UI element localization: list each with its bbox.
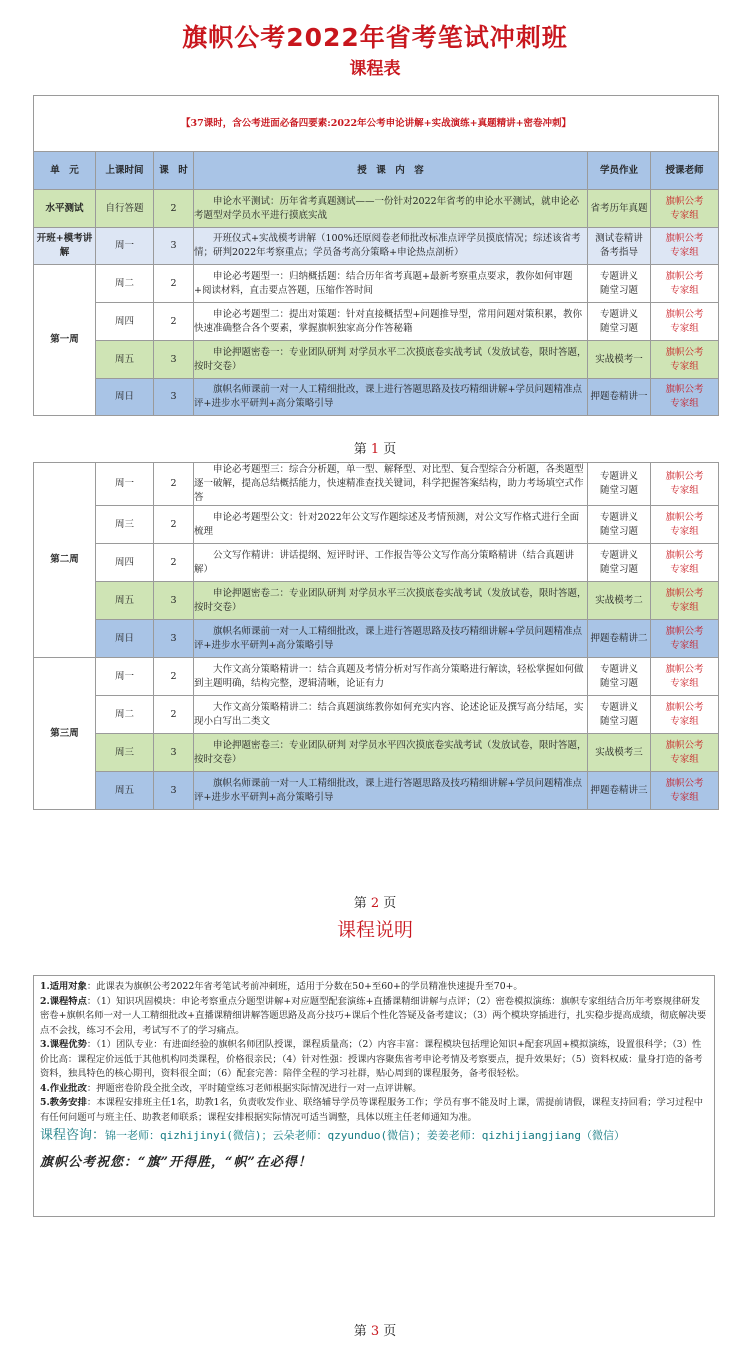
unit-cell: 第一周 xyxy=(34,265,96,416)
content-cell: 申论水平测试：历年省考真题测试——一份针对2022年省考的申论水平测试，就申论必考题型对学员水平进行摸底实战 xyxy=(194,190,588,228)
teacher-cell: 旗帜公考 专家组 xyxy=(651,734,719,772)
homework-cell: 测试卷精讲 备考指导 xyxy=(588,228,651,265)
hours-cell: 3 xyxy=(154,772,194,810)
day-cell: 周三 xyxy=(96,506,154,544)
homework-cell: 押题卷精讲一 xyxy=(588,379,651,416)
teacher-cell: 旗帜公考 专家组 xyxy=(651,190,719,228)
table-row xyxy=(34,696,719,734)
course-banner: 【37课时，含公考进面必备四要素:2022年公考申论讲解+实战演练+真题精讲+密卷冲刺】 xyxy=(34,96,719,152)
table-row xyxy=(34,463,719,506)
teacher-cell: 旗帜公考 专家组 xyxy=(651,341,719,379)
col-header-teacher: 授课老师 xyxy=(651,152,719,190)
teacher-cell: 旗帜公考 专家组 xyxy=(651,772,719,810)
hours-cell: 3 xyxy=(154,734,194,772)
note-item: 2.课程特点：（1）知识巩固模块：申论考察重点分题型讲解+对应题型配套演练+直播课精细讲解与点评；（2）密卷模拟演练：旗帜专家组结合历年考察规律研发密卷+旗帜名师一对一人工精细批改+直播课精细讲解答题思路及高分技巧+课后个性化答疑及备考建议；（3）两个模块穿插进行，扎实稳步提高成绩，彻底解决要点不会找，练习不会用，考试写不了的学习痛点。 xyxy=(40,995,707,1036)
day-cell: 周三 xyxy=(96,734,154,772)
teacher-cell: 旗帜公考 专家组 xyxy=(651,696,719,734)
hours-cell: 2 xyxy=(154,463,194,506)
homework-cell: 专题讲义 随堂习题 xyxy=(588,506,651,544)
content-cell: 申论必考题型一：归纳概括题：结合历年省考真题+最新考察重点要求，教你如何审题+阅读材料，直击要点答题，压缩作答时间 xyxy=(194,265,588,303)
homework-cell: 省考历年真题 xyxy=(588,190,651,228)
hours-cell: 2 xyxy=(154,658,194,696)
table-row xyxy=(34,772,719,810)
consult-line: 课程咨询：锦一老师：qizhijinyi(微信)；云朵老师：qzyunduo(微信)；姜姜老师：qizhijiangjiang（微信） xyxy=(40,1128,626,1143)
unit-cell: 第二周 xyxy=(34,463,96,658)
col-header-hours: 课 时 xyxy=(154,152,194,190)
content-cell: 申论必考题型公文：针对2022年公文写作题综述及考情预测，对公文写作格式进行全面梳理 xyxy=(194,506,588,544)
hours-cell: 3 xyxy=(154,228,194,265)
page-number-3: 第 3 页 xyxy=(353,1324,397,1339)
day-cell: 周四 xyxy=(96,303,154,341)
day-cell: 周二 xyxy=(96,265,154,303)
teacher-cell: 旗帜公考 专家组 xyxy=(651,506,719,544)
table-row xyxy=(34,190,719,228)
day-cell: 周二 xyxy=(96,696,154,734)
day-cell: 周四 xyxy=(96,544,154,582)
col-header-homework: 学员作业 xyxy=(588,152,651,190)
content-cell: 旗帜名师课前一对一人工精细批改，课上进行答题思路及技巧精细讲解+学员问题精准点评+进步水平研判+高分策略引导 xyxy=(194,620,588,658)
content-cell: 申论押题密卷一：专业团队研判 对学员水平二次摸底卷实战考试（发放试卷，限时答题，按时交卷） xyxy=(194,341,588,379)
content-cell: 申论必考题型三：综合分析题，单一型、解释型、对比型、复合型综合分析题，各类题型逐一破解，提高总结概括能力，快速精准查找关键词，科学把握答案结构，助力考场填空式作答 xyxy=(194,463,588,506)
homework-cell: 专题讲义 随堂习题 xyxy=(588,303,651,341)
page-number-1: 第 1 页 xyxy=(353,442,397,457)
notes-title: 课程说明 xyxy=(336,919,413,941)
note-item: 4.作业批改：押题密卷阶段全批全改，平时随堂练习老师根据实际情况进行一对一点评讲解。 xyxy=(40,1082,422,1094)
homework-cell: 实战模考二 xyxy=(588,582,651,620)
homework-cell: 专题讲义 随堂习题 xyxy=(588,463,651,506)
page-title: 旗帜公考2022年省考笔试冲刺班 xyxy=(182,23,568,52)
table-row xyxy=(34,228,719,265)
day-cell: 周五 xyxy=(96,341,154,379)
content-cell: 申论押题密卷三：专业团队研判 对学员水平四次摸底卷实战考试（发放试卷，限时答题，按时交卷） xyxy=(194,734,588,772)
teacher-cell: 旗帜公考 专家组 xyxy=(651,544,719,582)
table-row xyxy=(34,620,719,658)
hours-cell: 2 xyxy=(154,696,194,734)
col-header-content: 授 课 内 容 xyxy=(194,152,588,190)
content-cell: 旗帜名师课前一对一人工精细批改，课上进行答题思路及技巧精细讲解+学员问题精准点评+进步水平研判+高分策略引导 xyxy=(194,379,588,416)
note-item: 1.适用对象：此课表为旗帜公考2022年省考笔试考前冲刺班，适用于分数在50+至60+的学员精准快速提升至70+。 xyxy=(40,981,523,992)
teacher-cell: 旗帜公考 专家组 xyxy=(651,265,719,303)
hours-cell: 3 xyxy=(154,582,194,620)
homework-cell: 专题讲义 随堂习题 xyxy=(588,544,651,582)
table-header-row xyxy=(34,152,719,190)
table-row xyxy=(34,341,719,379)
content-cell: 申论押题密卷二：专业团队研判 对学员水平三次摸底卷实战考试（发放试卷，限时答题，按时交卷） xyxy=(194,582,588,620)
homework-cell: 押题卷精讲三 xyxy=(588,772,651,810)
homework-cell: 实战模考三 xyxy=(588,734,651,772)
content-cell: 大作文高分策略精讲二：结合真题演练教你如何充实内容、论述论证及撰写高分结尾，实现小白写出二类文 xyxy=(194,696,588,734)
col-header-unit: 单 元 xyxy=(34,152,96,190)
content-cell: 大作文高分策略精讲一：结合真题及考情分析对写作高分策略进行解读，轻松掌握如何做到主题明确，结构完整，逻辑清晰，论证有力 xyxy=(194,658,588,696)
note-item: 3.课程优势：（1）团队专业：有进面经验的旗帜名师团队授课，课程质量高；（2）内容丰富：课程模块包括理论知识+配套巩固+模拟演练，设置很科学；（3）性价比高：课程定价远低于其他机构同类课程，价格很亲民；（4）针对性强：授课内容聚焦省考申论考情及考察要点，提升效果好；（5）资料权威：量身打造的备考资料，独具特色的核心期刊，资料很全面；（6）配套完善：陪伴全程的学习社群，贴心周到的课程服务，备考很轻松。 xyxy=(40,1039,703,1079)
table-row xyxy=(34,303,719,341)
table-row xyxy=(34,379,719,416)
content-cell: 旗帜名师课前一对一人工精细批改，课上进行答题思路及技巧精细讲解+学员问题精准点评+进步水平研判+高分策略引导 xyxy=(194,772,588,810)
teacher-cell: 旗帜公考 专家组 xyxy=(651,582,719,620)
hours-cell: 3 xyxy=(154,379,194,416)
content-cell: 申论必考题型二：提出对策题：针对直接概括型+问题推导型，常用问题对策积累，教你快速准确整合各个要素，掌握旗帜独家高分作答秘籍 xyxy=(194,303,588,341)
homework-cell: 专题讲义 随堂习题 xyxy=(588,696,651,734)
unit-cell: 第三周 xyxy=(34,658,96,810)
day-cell: 周五 xyxy=(96,582,154,620)
schedule-table-page2 xyxy=(33,462,719,810)
schedule-table-page1 xyxy=(33,95,719,416)
table-row xyxy=(34,265,719,303)
teacher-cell: 旗帜公考 专家组 xyxy=(651,658,719,696)
day-cell: 周日 xyxy=(96,379,154,416)
hours-cell: 2 xyxy=(154,190,194,228)
day-cell: 周五 xyxy=(96,772,154,810)
hours-cell: 3 xyxy=(154,341,194,379)
homework-cell: 专题讲义 随堂习题 xyxy=(588,265,651,303)
day-cell: 周一 xyxy=(96,228,154,265)
homework-cell: 押题卷精讲二 xyxy=(588,620,651,658)
table-row xyxy=(34,506,719,544)
hours-cell: 2 xyxy=(154,506,194,544)
hours-cell: 3 xyxy=(154,620,194,658)
table-row xyxy=(34,658,719,696)
unit-cell: 开班+模考讲解 xyxy=(34,228,96,265)
homework-cell: 专题讲义 随堂习题 xyxy=(588,658,651,696)
table-row xyxy=(34,582,719,620)
teacher-cell: 旗帜公考 专家组 xyxy=(651,228,719,265)
note-item: 5.教务安排：本课程安排班主任1名，助教1名，负责收发作业、联络辅导学员等课程服务工作；学员有事不能及时上课，需提前请假，课程支持回看；学习过程中有任何问题可与班主任、助教老师联系；课程安排根据实际情况可适当调整，具体以班主任老师通知为准。 xyxy=(40,1097,704,1123)
teacher-cell: 旗帜公考 专家组 xyxy=(651,303,719,341)
hours-cell: 2 xyxy=(154,265,194,303)
hours-cell: 2 xyxy=(154,544,194,582)
col-header-time: 上课时间 xyxy=(96,152,154,190)
day-cell: 自行答题 xyxy=(96,190,154,228)
teacher-cell: 旗帜公考 专家组 xyxy=(651,379,719,416)
table-row xyxy=(34,734,719,772)
table-row xyxy=(34,544,719,582)
content-cell: 公文写作精讲：讲话提纲、短评时评、工作报告等公文写作高分策略精讲（结合真题讲解） xyxy=(194,544,588,582)
day-cell: 周一 xyxy=(96,658,154,696)
hours-cell: 2 xyxy=(154,303,194,341)
page-subtitle: 课程表 xyxy=(349,59,401,79)
day-cell: 周一 xyxy=(96,463,154,506)
content-cell: 开班仪式+实战模考讲解（100%还原阅卷老师批改标准点评学员摸底情况；综述该省考情；研判2022年考察重点；学员备考高分策略+申论热点剖析） xyxy=(194,228,588,265)
wish-line: 旗帜公考祝您：“旗”开得胜，“帜”在必得！ xyxy=(40,1155,312,1170)
course-notes-box xyxy=(33,975,715,1217)
teacher-cell: 旗帜公考 专家组 xyxy=(651,463,719,506)
page-number-2: 第 2 页 xyxy=(353,896,397,911)
unit-cell: 水平测试 xyxy=(34,190,96,228)
homework-cell: 实战模考一 xyxy=(588,341,651,379)
teacher-cell: 旗帜公考 专家组 xyxy=(651,620,719,658)
day-cell: 周日 xyxy=(96,620,154,658)
